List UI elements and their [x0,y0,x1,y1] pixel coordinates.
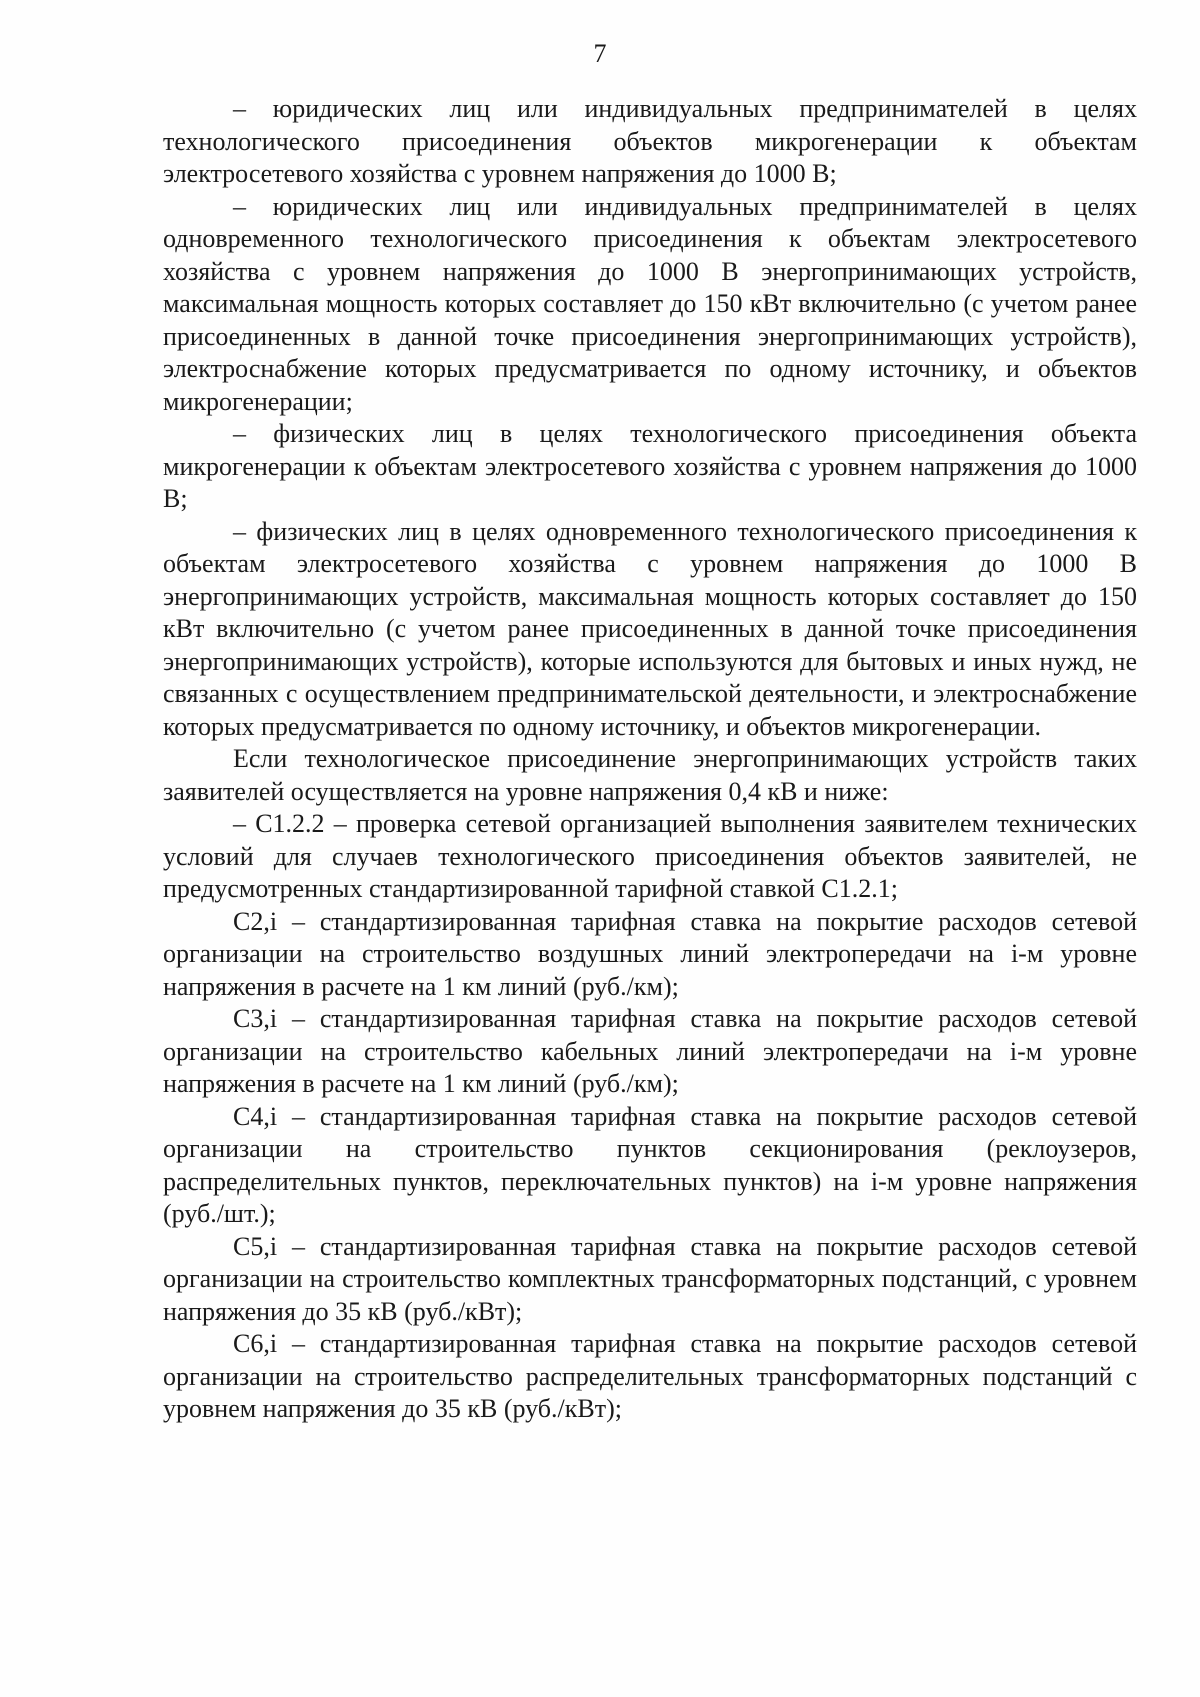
paragraph-c5: С5,i – стандартизированная тарифная ставка на покрытие расходов сетевой организации на строительство комплектных трансформаторных подстанций, с уровнем напряжения до 35 кВ (руб./кВт); [163,1231,1137,1326]
paragraph-individuals-simultaneous: – физических лиц в целях одновременного технологического присоединения к объектам электросетевого хозяйства с уровнем напряжения до 1000 В энергопринимающих устройств, максимальная мощность которых составляет до 150 кВт включительно (с учетом ранее присоединенных в данной точке присоединения энергопринимающих устройств), которые используются для бытовых и иных нужд, не связанных с осуществлением предпринимательской деятельности, и электроснабжение которых предусматривается по одному источнику, и объектов микрогенерации. [163,516,1137,741]
paragraph-voltage-condition: Если технологическое присоединение энергопринимающих устройств таких заявителей осуществляется на уровне напряжения 0,4 кВ и ниже: [163,744,1137,806]
page-number: 7 [593,39,607,68]
paragraph-individuals-microgeneration: – физических лиц в целях технологического присоединения объекта микрогенерации к объектам электросетевого хозяйства с уровнем напряжения до 1000 В; [163,419,1137,513]
paragraph-legal-entities-simultaneous: – юридических лиц или индивидуальных предпринимателей в целях одновременного технологического присоединения к объектам электросетевого хозяйства с уровнем напряжения до 1000 В энергопринимающих устройств, максимальная мощность которых составляет до 150 кВт включительно (с учетом ранее присоединенных в данной точке присоединения энергопринимающих устройств), электроснабжение которых предусматривается по одному источнику, и объектов микрогенерации; [163,191,1137,416]
document-body [163,93,1137,1426]
paragraph-c4: С4,i – стандартизированная тарифная ставка на покрытие расходов сетевой организации на строительство пунктов секционирования (реклоузеров, распределительных пунктов, переключательных пунктов) на i-м уровне напряжения (руб./шт.); [163,1101,1137,1228]
paragraph-c2: С2,i – стандартизированная тарифная ставка на покрытие расходов сетевой организации на строительство воздушных линий электропередачи на i-м уровне напряжения в расчете на 1 км линий (руб./км); [163,906,1137,1001]
paragraph-legal-entities-microgeneration: – юридических лиц или индивидуальных предпринимателей в целях технологического присоединения объектов микрогенерации к объектам электросетевого хозяйства с уровнем напряжения до 1000 В; [163,94,1137,188]
paragraph-c6: С6,i – стандартизированная тарифная ставка на покрытие расходов сетевой организации на строительство распределительных трансформаторных подстанций с уровнем напряжения до 35 кВ (руб./кВт); [163,1329,1137,1423]
paragraph-c3: С3,i – стандартизированная тарифная ставка на покрытие расходов сетевой организации на строительство кабельных линий электропередачи на i-м уровне напряжения в расчете на 1 км линий (руб./км); [163,1004,1137,1098]
paragraph-c1-2-2: – С1.2.2 – проверка сетевой организацией выполнения заявителем технических условий для случаев технологического присоединения объектов заявителей, не предусмотренных стандартизированной тарифной ставкой С1.2.1; [163,809,1137,903]
